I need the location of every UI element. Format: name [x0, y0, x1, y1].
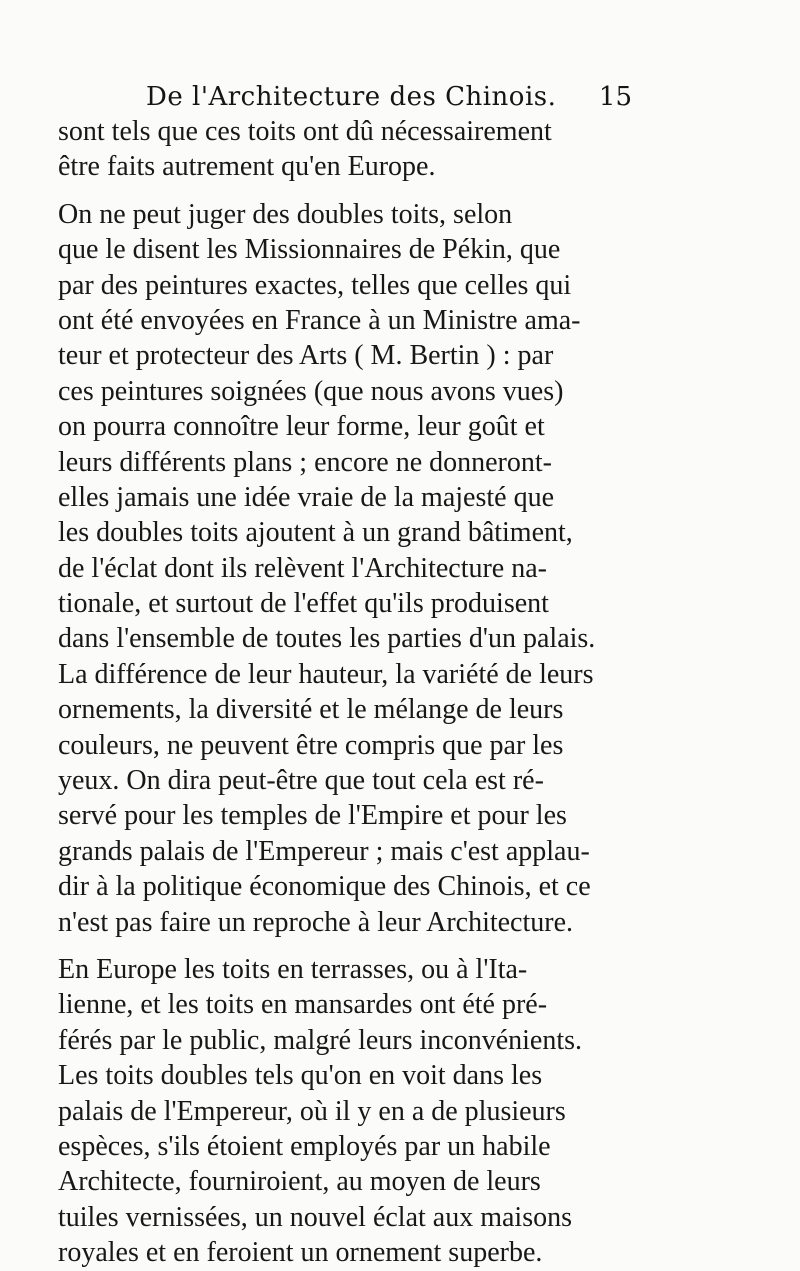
- text-line: être faits autrement qu'en Europe.: [58, 151, 436, 183]
- text-line: Architecte, fourniroient, au moyen de leurs: [58, 1166, 541, 1198]
- text-line: lienne, et les toits en mansardes ont été pré-: [58, 989, 548, 1021]
- text-line: ces peintures soignées (que nous avons vues): [58, 375, 564, 407]
- text-line: leurs différents plans ; encore ne donneront-: [58, 446, 552, 478]
- page-number: 15: [598, 82, 632, 112]
- paragraph-2: [58, 197, 632, 940]
- text-line: dans l'ensemble de toutes les parties d'un palais.: [58, 623, 596, 655]
- text-line: couleurs, ne peuvent être compris que par les: [58, 729, 564, 761]
- text-line: yeux. On dira peut-être que tout cela est ré-: [58, 765, 544, 797]
- text-line: que le disent les Missionnaires de Pékin, que: [58, 234, 561, 266]
- text-line: teur et protecteur des Arts ( M. Bertin ) : par: [58, 340, 554, 372]
- text-line: ont été envoyées en France à un Ministre ama-: [58, 304, 581, 336]
- text-line: sont tels que ces toits ont dû nécessairement: [58, 116, 552, 147]
- paragraph-3: [58, 952, 632, 1271]
- text-line: les doubles toits ajoutent à un grand bâtiment,: [58, 517, 573, 549]
- text-line: espèces, s'ils étoient employés par un habile: [58, 1130, 551, 1162]
- body-text: [58, 114, 632, 1271]
- text-line: ornements, la diversité et le mélange de leurs: [58, 694, 564, 726]
- running-title: De l'Architecture des Chinois.: [146, 82, 557, 112]
- text-line: férés par le public, malgré leurs inconvénients.: [58, 1024, 583, 1056]
- text-line: de l'éclat dont ils relèvent l'Architecture na-: [58, 552, 547, 584]
- text-line: grands palais de l'Empereur ; mais c'est applau-: [58, 835, 590, 867]
- text-line: En Europe les toits en terrasses, ou à l'Ita-: [58, 953, 528, 985]
- paragraph-1: [58, 114, 632, 185]
- text-line: palais de l'Empereur, où il y en a de plusieurs: [58, 1095, 566, 1127]
- text-line: tuiles vernissées, un nouvel éclat aux maisons: [58, 1201, 572, 1233]
- text-line: on pourra connoître leur forme, leur goût et: [58, 411, 545, 443]
- text-line: Les toits doubles tels qu'on en voit dans les: [58, 1060, 543, 1092]
- text-line: servé pour les temples de l'Empire et pour les: [58, 800, 567, 832]
- text-line: dir à la politique économique des Chinois, et ce: [58, 871, 591, 903]
- text-line: par des peintures exactes, telles que celles qui: [58, 269, 572, 301]
- text-line: n'est pas faire un reproche à leur Architecture.: [58, 906, 574, 938]
- text-line: elles jamais une idée vraie de la majesté que: [58, 481, 555, 513]
- text-line: La différence de leur hauteur, la variété de leurs: [58, 658, 594, 690]
- text-line: On ne peut juger des doubles toits, selon: [58, 198, 513, 230]
- page-header: [146, 82, 632, 114]
- text-line: tionale, et surtout de l'effet qu'ils produisent: [58, 588, 549, 620]
- text-line: royales et en feroient un ornement superbe.: [58, 1237, 543, 1269]
